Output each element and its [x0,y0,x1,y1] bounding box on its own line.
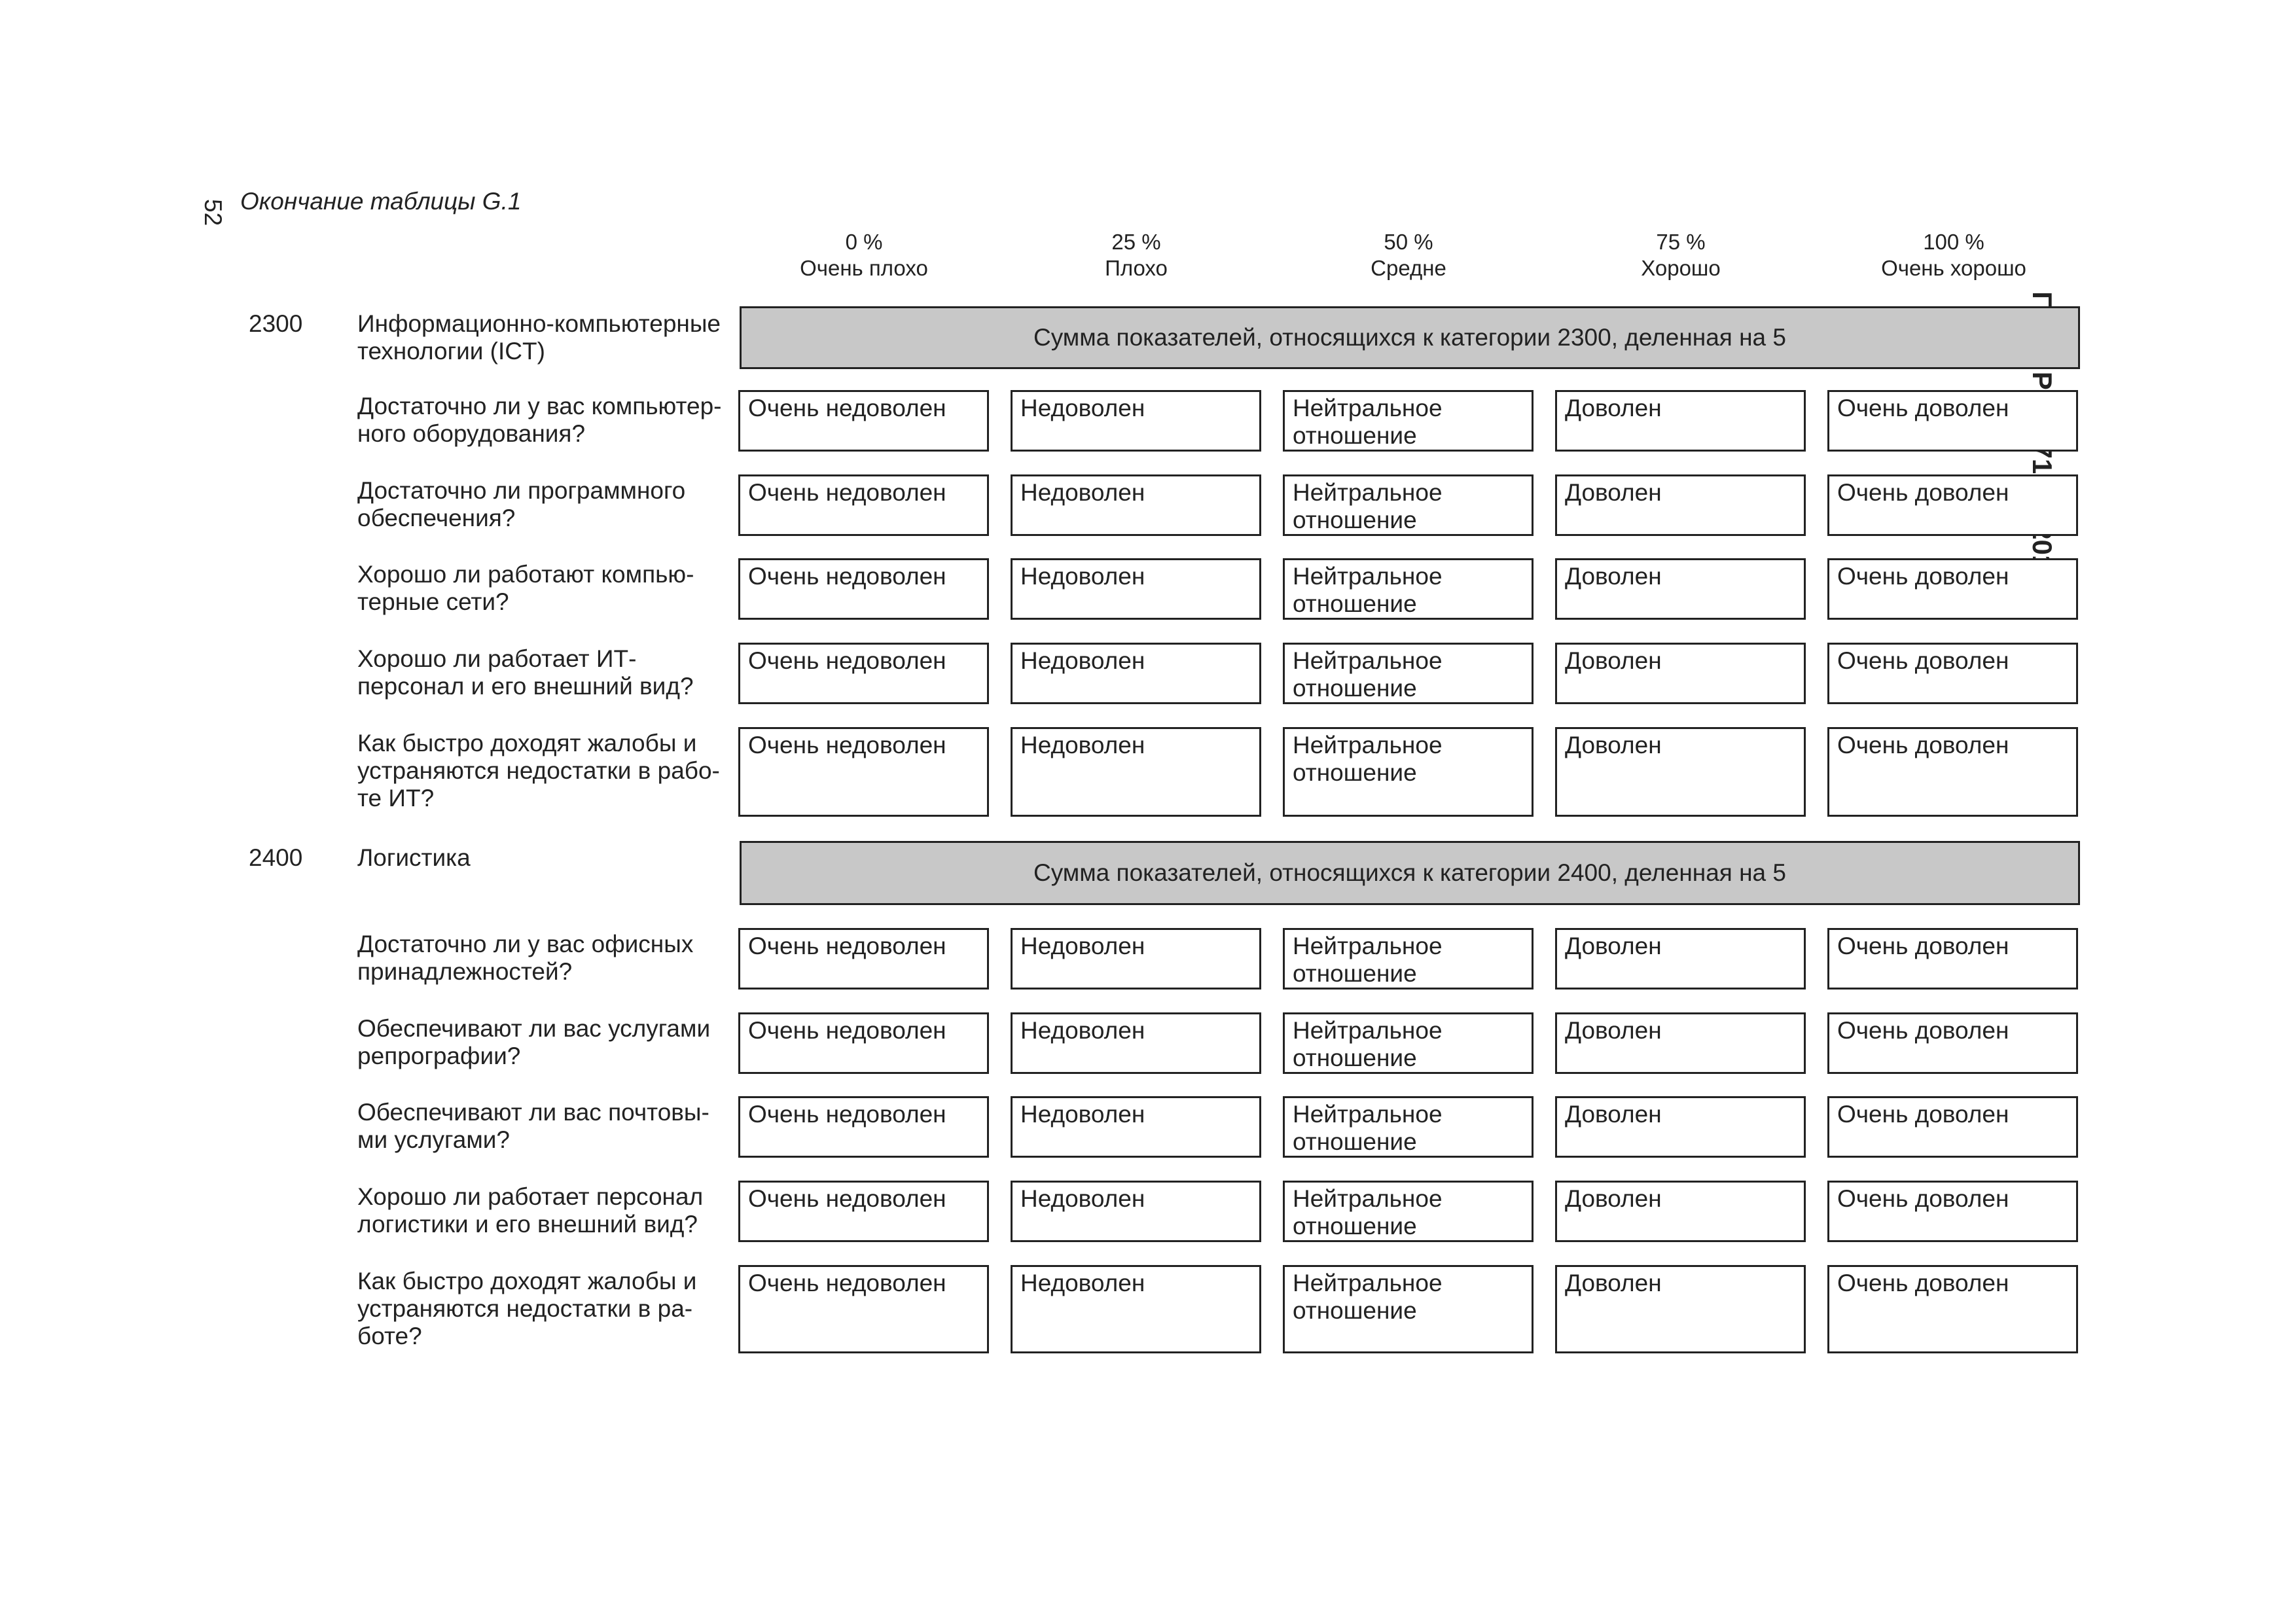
scale-label: Очень плохо [800,256,928,280]
rating-option[interactable]: Недоволен [1011,1096,1261,1158]
rating-option[interactable]: Очень доволен [1827,643,2078,704]
rating-option[interactable]: Доволен [1555,643,1806,704]
category-title: Логистика [357,844,471,871]
rating-option[interactable]: Очень доволен [1827,1012,2078,1074]
rating-option[interactable]: Нейтральное отношение [1283,1265,1534,1353]
category-summary-bar [740,306,2080,369]
rating-option[interactable]: Очень недоволен [738,1265,989,1353]
rating-option[interactable]: Нейтральное отношение [1283,1096,1534,1158]
rating-option[interactable]: Нейтральное отношение [1283,643,1534,704]
category-summary-bar [740,841,2080,905]
question-text: Хорошо ли работает ИТ-персонал и его внешний вид? [357,645,694,700]
rating-option[interactable]: Очень недоволен [738,928,989,990]
rating-option[interactable]: Недоволен [1011,1181,1261,1242]
table-caption: Окончание таблицы G.1 [240,188,522,215]
rating-option[interactable]: Доволен [1555,1096,1806,1158]
rating-option[interactable]: Очень недоволен [738,643,989,704]
rating-option[interactable]: Нейтральное отношение [1283,558,1534,620]
question-text: Достаточно ли у вас офисных принадлежностей? [357,931,694,985]
question-text: Достаточно ли у вас компьютер-ного оборудования? [357,393,722,447]
rating-option[interactable]: Очень доволен [1827,474,2078,536]
rating-option[interactable]: Доволен [1555,1181,1806,1242]
rating-option[interactable]: Доволен [1555,1265,1806,1353]
rating-option[interactable]: Недоволен [1011,727,1261,817]
page-number: 52 [200,199,226,226]
rating-option[interactable]: Нейтральное отношение [1283,1181,1534,1242]
rating-option[interactable]: Очень недоволен [738,1181,989,1242]
scale-header-0 [740,229,988,281]
rating-option[interactable]: Доволен [1555,474,1806,536]
rating-option[interactable]: Очень недоволен [738,727,989,817]
rating-option[interactable]: Очень недоволен [738,390,989,452]
scale-label: Плохо [1105,256,1168,280]
scale-header-75 [1556,229,1805,281]
scale-percent: 100 % [1923,230,1984,254]
rating-option[interactable]: Очень доволен [1827,1181,2078,1242]
rating-option[interactable]: Очень доволен [1827,390,2078,452]
category-title: Информационно-компьютерные технологии (ICT) [357,310,721,365]
rating-option[interactable]: Доволен [1555,727,1806,817]
question-text: Обеспечивают ли вас почтовы-ми услугами? [357,1099,709,1153]
rating-option[interactable]: Доволен [1555,928,1806,990]
rating-option[interactable]: Очень доволен [1827,727,2078,817]
rating-option[interactable]: Недоволен [1011,1265,1261,1353]
rating-option[interactable]: Недоволен [1011,390,1261,452]
rating-option[interactable]: Недоволен [1011,1012,1261,1074]
scale-percent: 50 % [1384,230,1433,254]
category-summary-text: Сумма показателей, относящихся к категории 2400, деленная на 5 [1033,859,1786,886]
rating-option[interactable]: Нейтральное отношение [1283,1012,1534,1074]
scale-header-100 [1829,229,2078,281]
rating-option[interactable]: Доволен [1555,1012,1806,1074]
scale-label: Очень хорошо [1881,256,2026,280]
scale-percent: 0 % [845,230,883,254]
question-text: Как быстро доходят жалобы и устраняются недостатки в рабо-те ИТ? [357,730,720,812]
scale-percent: 75 % [1656,230,1706,254]
rating-option[interactable]: Нейтральное отношение [1283,390,1534,452]
rating-option[interactable]: Очень недоволен [738,474,989,536]
rating-option[interactable]: Очень доволен [1827,1096,2078,1158]
scale-label: Хорошо [1641,256,1721,280]
rating-option[interactable]: Нейтральное отношение [1283,474,1534,536]
category-code: 2400 [249,844,303,871]
rating-option[interactable]: Недоволен [1011,474,1261,536]
rating-option[interactable]: Доволен [1555,558,1806,620]
rating-option[interactable]: Очень недоволен [738,558,989,620]
scale-label: Средне [1371,256,1446,280]
rating-option[interactable]: Недоволен [1011,643,1261,704]
question-text: Хорошо ли работает персонал логистики и его внешний вид? [357,1183,704,1238]
rating-option[interactable]: Очень доволен [1827,1265,2078,1353]
rating-option[interactable]: Очень недоволен [738,1012,989,1074]
scale-header-25 [1012,229,1261,281]
rating-option[interactable]: Нейтральное отношение [1283,727,1534,817]
question-text: Как быстро доходят жалобы и устраняются недостатки в ра-боте? [357,1268,697,1349]
rating-option[interactable]: Недоволен [1011,558,1261,620]
rating-option[interactable]: Очень доволен [1827,558,2078,620]
scale-percent: 25 % [1111,230,1161,254]
question-text: Достаточно ли программного обеспечения? [357,477,686,531]
rating-option[interactable]: Нейтральное отношение [1283,928,1534,990]
scale-header-50 [1284,229,1533,281]
rating-option[interactable]: Очень доволен [1827,928,2078,990]
rating-option[interactable]: Недоволен [1011,928,1261,990]
question-text: Хорошо ли работают компью-терные сети? [357,561,694,615]
rating-option[interactable]: Очень недоволен [738,1096,989,1158]
rating-option[interactable]: Доволен [1555,390,1806,452]
question-text: Обеспечивают ли вас услугами репрографии? [357,1015,711,1069]
category-summary-text: Сумма показателей, относящихся к категории 2300, деленная на 5 [1033,324,1786,351]
category-code: 2300 [249,310,303,337]
